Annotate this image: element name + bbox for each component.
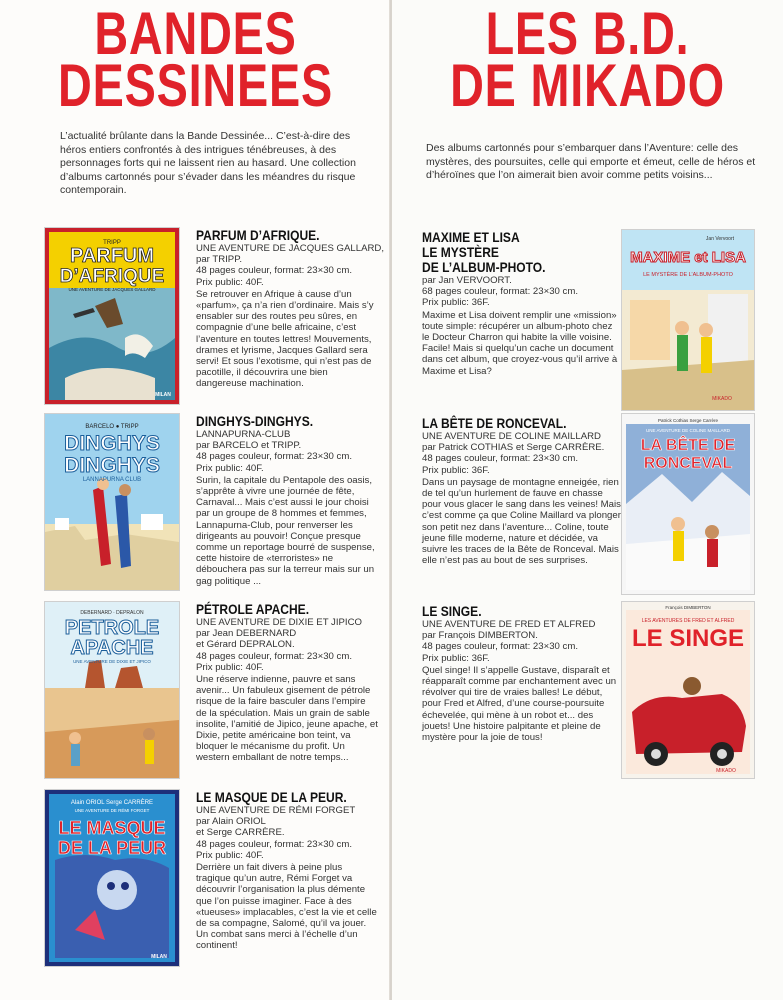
cover-maxime-line2: LE MYSTÈRE DE L’ALBUM-PHOTO <box>643 272 733 278</box>
cover-dinghys-line1: DINGHYS <box>64 432 160 455</box>
cover-parfum-line1: PARFUM <box>69 245 155 267</box>
book-meta-line: LANNAPURNA-CLUB <box>196 429 291 440</box>
left-title-line1: BANDES <box>94 0 297 67</box>
cover-petrole-sub: UNE AVENTURE DE DIXIE ET JIPICO <box>73 659 151 664</box>
cover-dinghys-sub: LANNAPURNA CLUB <box>82 477 142 483</box>
cover-singe-line1: LES AVENTURES DE FRED ET ALFRED <box>641 618 735 624</box>
book-meta <box>196 617 378 673</box>
cover-parfum-publisher: MILAN <box>155 392 171 398</box>
right-page-title <box>435 0 740 119</box>
book-description: Surin, la capitale du Pentapole des oasis, s’apprête à vivre une journée de fête, Carnaval... Mais c’est aussi le jour choisi par un groupe de 8 hommes et femmes, Lannapurna-Club, pour renverser les dirigeants au pouvoir! Conçue presque comme un reportage bourré de suspense, cette histoire de «terroristes» ne débouchera pas sur la terreur mais sur un gag politique ... <box>196 474 375 587</box>
cover-bete-line2: RONCEVAL <box>643 455 733 472</box>
cover-bete-sub: UNE AVENTURE DE COLINE MAILLARD <box>646 428 730 433</box>
book-meta <box>196 805 378 861</box>
book-description: Maxime et Lisa doivent remplir une «mission» toute simple: récupérer un album-photo chez le Docteur Charron qui habite la ville voisine. Facile! Mais si quelqu’un cache un document dans cet album, que croyez-vous qu’il arrive à Maxime et Lisa? <box>422 309 618 377</box>
cover-masque-line2: DE LA PEUR <box>57 838 167 858</box>
book-meta-line: Prix public: 40F. <box>196 276 264 288</box>
book-title: PÉTROLE APACHE. <box>196 601 310 617</box>
cover-parfum-sub: UNE AVENTURE DE JACQUES GALLARD <box>68 287 156 292</box>
book-meta <box>422 275 622 309</box>
cover-petrole-line1: PETROLE <box>64 617 160 639</box>
cover-singe-top: François DIMBERTON <box>665 605 711 610</box>
right-title-line1: LES B.D. <box>485 0 690 67</box>
book-title: PARFUM D’AFRIQUE. <box>196 227 320 243</box>
cover-maxime-line1: MAXIME et LISA <box>630 249 746 266</box>
cover-masque-publisher: MILAN <box>151 954 167 960</box>
left-title-line2: DESSINEES <box>58 52 333 119</box>
right-page <box>392 0 783 1000</box>
cover-singe-line2: LE SINGE <box>631 625 745 652</box>
cover-petrole-apache <box>45 602 179 778</box>
book-meta-line: par TRIPP. <box>196 254 243 266</box>
book-description: Derrière un fait divers à peine plus tragique qu’un autre, Rémi Forget va découvrir l’organisation la plus démente que l’on puisse imaginer. Face à des «tueuses» implacables, c’est la vie et celle de sa compagne, Salomé, qu’il va jouer. Un combat sans merci à l’échelle d’un continent! <box>196 862 377 952</box>
book-meta-line: UNE AVENTURE DE COLINE MAILLARD <box>422 431 601 442</box>
cover-maxime-top: Jan Vervoort <box>705 236 734 242</box>
right-intro: Des albums cartonnés pour s’embarquer dans l’Aventure: celle des mystères, des poursuites, celle qui emporte et émeut, celle de héros et d’héroïnes que l’on aimerait bien avoir comme petits voisins... <box>426 142 756 182</box>
book-meta-line: par Jan VERVOORT. <box>422 275 512 286</box>
cover-le-singe <box>622 602 754 778</box>
book-description: Une réserve indienne, pauvre et sans avenir... Un fabuleux gisement de pétrole risque de la faire basculer dans l’empire de la spéculation. Mais un grain de sable insolite, l’amitié de Jipico, jeune apache, et Dixie, petite américaine bon teint, va bloquer le mécanisme du profit. Un western emballant de notre temps... <box>196 674 378 764</box>
cover-parfum-top: TRIPP <box>103 240 121 246</box>
book-description: Quel singe! Il s’appelle Gustave, disparaît et réapparaît comme par enchantement avec un révolver qui tire de vraies balles! Le début, pour Fred et Alfred, d’une course-poursuite échevelée, qui mène à un robot et... des jouets! Une histoire palpitante et pleine de mystère pour la joie de tous! <box>422 664 617 744</box>
book-meta-line: Prix public: 36F. <box>422 652 490 664</box>
cover-singe-publisher: MIKADO <box>716 768 736 774</box>
book-meta <box>196 429 378 474</box>
cover-parfum-line2: D’AFRIQUE <box>59 266 165 287</box>
book-meta-line: 48 pages couleur, format: 23×30 cm. <box>196 265 352 277</box>
book-meta-line: Prix public: 40F. <box>196 661 264 673</box>
book-title-line: LA BÊTE DE RONCEVAL. <box>422 415 567 431</box>
book-le-masque-de-la-peur <box>196 790 378 952</box>
book-title-line: LE MYSTÈRE <box>422 244 499 260</box>
book-description: Dans un paysage de montagne enneigée, rien de tel qu’un hurlement de fauve en chasse pour vous glacer le sang dans les veines! Mais c’est comme ça que Coline Maillard va plonger son petit nez dans l’aventure... Coline, toute jeune fille moderne, nature et décidée, va suivre les traces de la Bête de Ronceval. Mais elle n’est pas au bout de ses surprises. <box>422 476 621 567</box>
book-meta-line: par Patrick COTHIAS et Serge CARRÈRE. <box>422 442 605 454</box>
book-meta-line: et Serge CARRÈRE. <box>196 827 285 839</box>
cover-dinghys-top: BARCELO ● TRIPP <box>85 424 139 430</box>
book-meta-line: par François DIMBERTON. <box>422 630 538 642</box>
cover-masque-line1: LE MASQUE <box>58 818 166 838</box>
book-meta-line: par BARCELO et TRIPP. <box>196 440 302 452</box>
cover-masque-sub: UNE AVENTURE DE RÉMI FORGET <box>74 808 150 813</box>
book-meta-line: UNE AVENTURE DE FRED ET ALFRED <box>422 619 596 630</box>
book-title: DINGHYS-DINGHYS. <box>196 413 314 429</box>
book-title: LE MASQUE DE LA PEUR. <box>196 789 347 805</box>
cover-dinghys-line2: DINGHYS <box>64 454 160 477</box>
book-le-singe <box>422 604 622 743</box>
cover-maxime-publisher: MIKADO <box>712 396 732 402</box>
book-meta-line: Prix public: 40F. <box>196 462 264 474</box>
book-meta-line: UNE AVENTURE DE DIXIE ET JIPICO <box>196 617 362 628</box>
cover-la-bete-de-ronceval <box>622 414 754 594</box>
book-meta-line: par Alain ORIOL <box>196 816 266 828</box>
cover-bete-top: Patrick Cothias Serge Carrère <box>657 418 719 423</box>
cover-dinghys-dinghys <box>45 414 179 590</box>
book-meta-line: Prix public: 40F. <box>196 849 264 861</box>
book-meta-line: UNE AVENTURE DE RÉMI FORGET <box>196 805 356 816</box>
left-page-title <box>43 0 348 119</box>
book-maxime-et-lisa <box>422 230 622 377</box>
book-meta-line: Prix public: 36F. <box>422 297 490 309</box>
book-dinghys-dinghys <box>196 414 378 587</box>
book-title-line: MAXIME ET LISA <box>422 229 520 245</box>
book-meta-line: 48 pages couleur, format: 23×30 cm. <box>196 650 352 662</box>
book-petrole-apache <box>196 602 378 764</box>
cover-bete-line1: LA BÊTE DE <box>640 437 736 454</box>
book-parfum-dafrique <box>196 227 385 390</box>
book-meta-line: 48 pages couleur, format: 23×30 cm. <box>422 453 578 465</box>
cover-petrole-line2: APACHE <box>70 637 154 659</box>
left-page <box>0 0 391 1000</box>
book-description: Se retrouver en Afrique à cause d’un «parfum», ça n’a rien d’ordinaire. Mais s’y ensabler sur des routes peu sûres, en compagnie d’une belle africaine, c’est l’aventure en toutes lettres! Mouvements, drames et lyrisme, Jacques Gallard sera servi! Et sous l’exotisme, qui n’est pas de pacotille, il découvrira une bien dangereuse machination. <box>196 288 374 390</box>
book-meta-line: 48 pages couleur, format: 23×30 cm. <box>422 641 578 653</box>
cover-parfum-dafrique <box>45 228 179 404</box>
cover-le-masque-de-la-peur <box>45 790 179 966</box>
book-meta-line: et Gérard DEPRALON. <box>196 639 295 651</box>
book-meta-line: par Jean DEBERNARD <box>196 628 297 640</box>
book-meta <box>422 619 622 664</box>
left-intro: L’actualité brûlante dans la Bande Dessinée... C’est-à-dire des héros entiers confrontés à des intrigues ténébreuses, à des personnages forts qui ne laissent rien au hasard. Une collection d’albums cartonnés pour s’évader dans les méandres du risque contemporain. <box>60 130 356 197</box>
book-meta-line: Prix public: 36F. <box>422 464 490 476</box>
book-la-bete-de-ronceval <box>422 416 622 566</box>
cover-masque-top: Alain ORIOL Serge CARRÈRE <box>70 800 154 806</box>
cover-maxime-et-lisa <box>622 230 754 410</box>
book-meta <box>196 243 385 288</box>
book-meta-line: 48 pages couleur, format: 23×30 cm. <box>196 838 352 850</box>
book-title-line: DE L’ALBUM-PHOTO. <box>422 259 546 275</box>
book-title-line: LE SINGE. <box>422 603 482 619</box>
cover-petrole-top: DEBERNARD · DEPRALON <box>80 610 144 616</box>
book-meta-line: 68 pages couleur, format: 23×30 cm. <box>422 286 578 298</box>
book-meta-line: 48 pages couleur, format: 23×30 cm. <box>196 451 352 463</box>
right-title-line2: DE MIKADO <box>450 52 725 119</box>
book-meta <box>422 431 622 476</box>
book-meta-line: UNE AVENTURE DE JACQUES GALLARD, <box>196 243 385 254</box>
